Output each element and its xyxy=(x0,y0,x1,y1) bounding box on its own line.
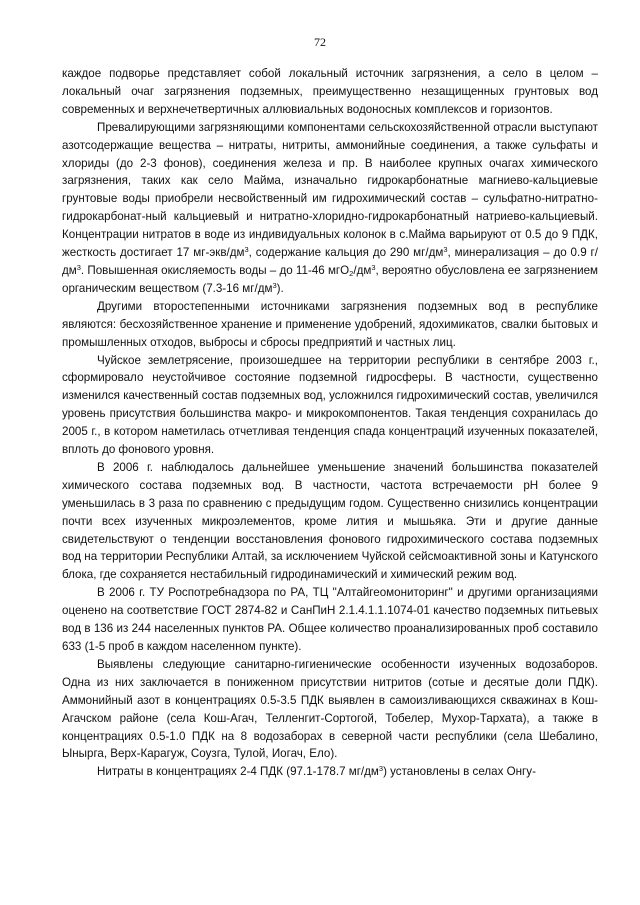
superscript: 3 xyxy=(244,245,249,255)
text-run: , содержание кальция до 290 мг/дм xyxy=(248,246,444,260)
paragraph-6 xyxy=(62,584,598,656)
text-run: /дм xyxy=(353,263,372,277)
text-run: В 2006 г. ТУ Роспотребнадзора по РА, ТЦ "Алтайгеомониторинг" и другими организациями оценено на соответствие ГОСТ 2874-82 и СанПиН 2.1.4.1.1.1074-01 качество подземных питьевых вод в 136 из 244 населенных пунктов РА. Общее количество проанализированных проб составило 633 (1-5 проб в каждом населенном пункте). xyxy=(62,586,598,653)
text-run: , минерализация – до 0.9 г/дм xyxy=(62,246,599,277)
paragraph-7 xyxy=(62,656,598,763)
superscript: 3 xyxy=(371,262,376,272)
paragraph-4 xyxy=(62,352,598,459)
text-run: Другими второстепенными источниками загрязнения подземных вод в республике являются: бесхозяйственное хранение и применение удобрений, ядохимикатов, свалки бытовых и промышленных отходов, выбросы и сбросы предприятий и частных лиц. xyxy=(62,299,598,349)
superscript: 3 xyxy=(76,262,81,272)
page-number: 72 xyxy=(314,35,326,49)
text-run: Превалирующими загрязняющими компонентами сельскохозяйственной отрасли выступают азотсодержащие вещества – нитраты, нитриты, аммонийные соединения, а также сульфаты и хлориды (до 2-3 фонов), соединения железа и пр. В наиболее крупных очагах химического загрязнения, таких как село Майма, изначально гидрокарбонатные магниево-кальциевые грунтовые воды приобрели несвойственный им гидрохимический состав – сульфатно-нитратно-гидрокарбонат-ный кальциевый и нитратно-хлоридно-гидрокарбонатный натриево-кальциевый. Концентрации нитратов в воде из индивидуальных колонок в с.Майма варьируют от 0.5 до 9 ПДК, жесткость достигает 17 мг-экв/дм xyxy=(62,120,598,260)
text-run: . Повышенная окисляемость воды – до 11-46 мгО xyxy=(80,263,350,277)
text-run: Нитраты в концентрациях 2-4 ПДК (97.1-178.7 мг/дм xyxy=(97,765,379,779)
text-run: ). xyxy=(276,281,284,295)
superscript: 3 xyxy=(443,245,448,255)
text-run: Чуйское землетрясение, произошедшее на территории республики в сентябре 2003 г., сформировало неустойчивое состояние подземной гидросферы. В частности, существенно изменился качественный состав подземных вод, усложнился гидрохимический состав, увеличился уровень присутствия большинства макро- и микрокомпонентов. Такая тенденция сохранилась до 2005 г., в котором наметилась отчетливая тенденция спада концентраций изученных показателей, вплоть до фонового уровня. xyxy=(62,353,598,457)
document-body xyxy=(62,65,598,781)
text-run: , вероятно обусловлена ее загрязнением органическим веществом (7.3-16 мг/дм xyxy=(62,263,598,295)
paragraph-1 xyxy=(62,65,598,119)
paragraph-5 xyxy=(62,459,598,584)
paragraph-8 xyxy=(62,763,598,781)
superscript: 3 xyxy=(272,280,277,290)
paragraph-3 xyxy=(62,298,598,352)
text-run: каждое подворье представляет собой локальный источник загрязнения, а село в целом – локальный очаг загрязнения подземных, преимущественно незащищенных грунтовых вод современных и верхнечетвертичных аллювиальных водоносных комплексов и горизонтов. xyxy=(62,67,598,116)
text-run: Выявлены следующие санитарно-гигиенические особенности изученных водозаборов. Одна из них заключается в пониженном присутствии нитритов (сотые и десятые доли ПДК). Аммонийный азот в концентрациях 0.5-3.5 ПДК выявлен в самоизливающихся скважинах в Кош-Агачском районе (села Кош-Агач, Телленгит-Сортогой, Тобелер, Мухор-Тархата), а также в концентрациях 0.5-1.0 ПДК на 8 водозаборах в северной части республики (села Шебалино, Ынырга, Верх-Карагуж, Соузга, Тулой, Иогач, Ело). xyxy=(62,657,598,761)
superscript: 3 xyxy=(378,764,384,774)
paragraph-2 xyxy=(62,119,598,298)
subscript: 2 xyxy=(349,268,354,278)
text-run: ) установлены в селах Онгу- xyxy=(383,765,536,779)
text-run: В 2006 г. наблюдалось дальнейшее уменьшение значений большинства показателей химического состава подземных вод. В частности, частота встречаемости pH более 9 уменьшилась в 3 раза по сравнению с предыдущим годом. Существенно снизились концентрации почти всех изученных микроэлементов, кроме лития и мышьяка. Эти и другие данные свидетельствуют о тенденции восстановления фонового гидрохимического состава подземных вод на территории Республики Алтай, за исключением Чуйской сейсмоактивной зоны и Катунского блока, где сохраняется нестабильный гидродинамический и химический режим вод. xyxy=(62,460,598,582)
